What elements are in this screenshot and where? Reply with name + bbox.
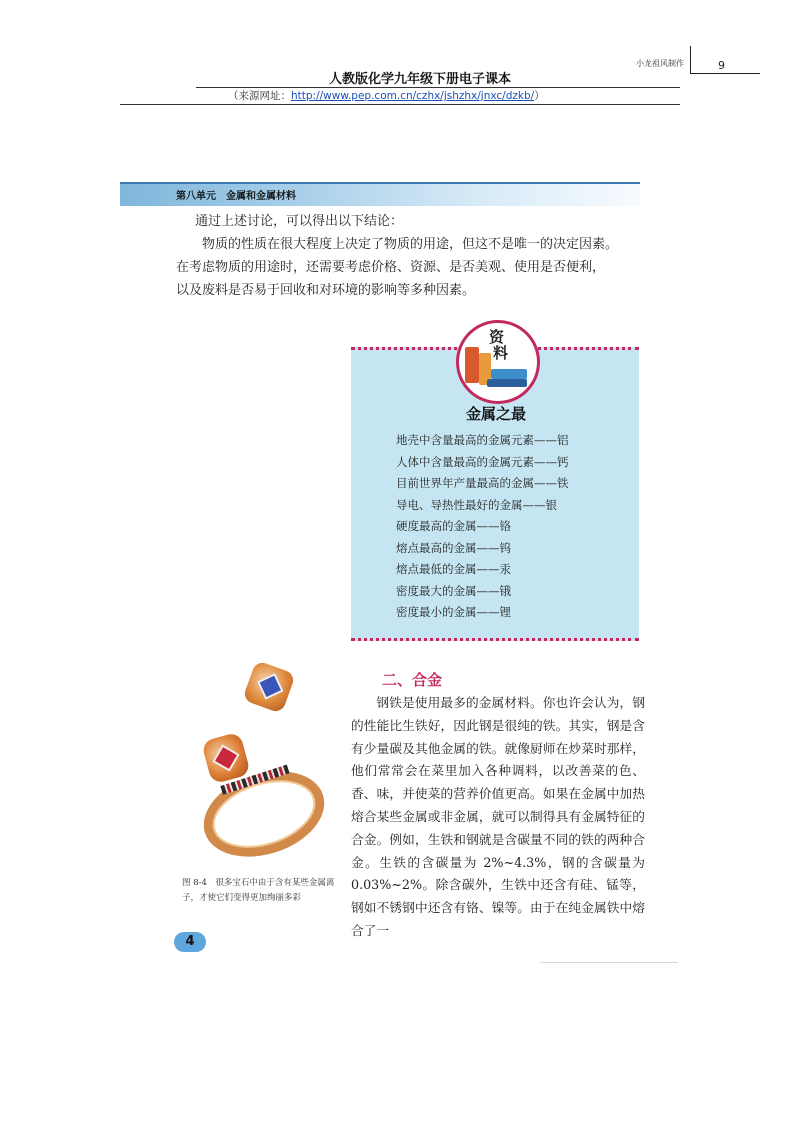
gem-shape bbox=[212, 744, 239, 771]
unit-banner bbox=[120, 182, 640, 206]
credit-text: 小龙祖风制作 bbox=[636, 59, 684, 68]
intro-lead: 通过上述讨论，可以得出以下结论： bbox=[195, 214, 404, 229]
book-shape bbox=[487, 379, 527, 387]
list-item: 目前世界年产量最高的金属——铁 bbox=[396, 476, 569, 490]
figure-caption: 图 8-4 很多宝石中由于含有某些金属离子，才使它们变得更加绚丽多彩 bbox=[182, 878, 335, 903]
document-title: 人教版化学九年级下册电子课本 bbox=[328, 72, 511, 87]
list-item: 熔点最低的金属——汞 bbox=[396, 562, 511, 576]
ruby-ring-image bbox=[201, 732, 251, 785]
list-item: 人体中含量最高的金属元素——钙 bbox=[396, 454, 569, 469]
emblem-char: 料 bbox=[493, 344, 509, 362]
metal-records-list bbox=[396, 430, 569, 624]
page-number: 9 bbox=[718, 59, 725, 72]
sapphire-ring-image bbox=[242, 660, 296, 714]
books-icon bbox=[456, 320, 540, 404]
source-prefix: （来源网址： bbox=[228, 90, 291, 102]
source-link[interactable]: http://www.pep.com.cn/czhx/jshzhx/jnxc/dzkb/ bbox=[291, 90, 535, 102]
intro-line: 物质的性质在很大程度上决定了物质的用途，但这不是唯一的决定因素。 bbox=[176, 237, 619, 252]
page-badge: 4 bbox=[174, 932, 206, 952]
unit-banner-text: 第八单元 金属和金属材料 bbox=[176, 191, 296, 202]
book-shape bbox=[465, 347, 479, 383]
info-box-title: 金属之最 bbox=[466, 405, 527, 423]
list-item: 密度最大的金属——锇 bbox=[396, 583, 511, 598]
list-item: 硬度最高的金属——铬 bbox=[396, 519, 511, 533]
section-heading: 二、合金 bbox=[382, 671, 443, 689]
source-line bbox=[228, 88, 545, 103]
gem-shape bbox=[257, 673, 284, 700]
intro-line: 以及废料是否易于回收和对环境的影响等多种因素。 bbox=[176, 283, 476, 298]
header-rule-bottom bbox=[120, 104, 680, 105]
source-suffix: ） bbox=[534, 90, 545, 102]
intro-line: 在考虑物质的用途时，还需要考虑价格、资源、是否美观、使用是否便利， bbox=[176, 260, 606, 275]
jewelry-figure bbox=[180, 662, 330, 872]
header-rule-short bbox=[690, 73, 760, 74]
header-divider bbox=[690, 46, 691, 74]
emblem-char: 资 bbox=[489, 328, 505, 346]
list-item: 导电、导热性最好的金属——银 bbox=[396, 497, 557, 512]
book-shape bbox=[491, 369, 527, 379]
intro-paragraph bbox=[176, 233, 644, 302]
list-item: 密度最小的金属——锂 bbox=[396, 605, 511, 619]
list-item: 地壳中含量最高的金属元素——铝 bbox=[396, 433, 569, 447]
alloy-paragraph: 钢铁是使用最多的金属材料。你也许会认为，钢的性能比生铁好，因此钢是很纯的铁。其实，钢是含有少量碳及其他金属的铁。就像厨师在炒菜时那样，他们常常会在菜里加入各种调料，以改善菜的色、香、味，并使菜的营养价值更高。如果在金属中加热熔合某些金属或非金属，就可以制得具有金属特征的合金。例如，生铁和钢就是含碳量不同的铁的两种合金。生铁的含碳量为 2%~4.3%，钢的含碳量为 0.03%~2%。除含碳外，生铁中还含有硅、锰等，钢如不锈钢中还含有铬、镍等。由于在纯金属铁中熔合了一 bbox=[351, 695, 645, 938]
footer-rule bbox=[540, 962, 678, 963]
list-item: 熔点最高的金属——钨 bbox=[396, 540, 511, 555]
